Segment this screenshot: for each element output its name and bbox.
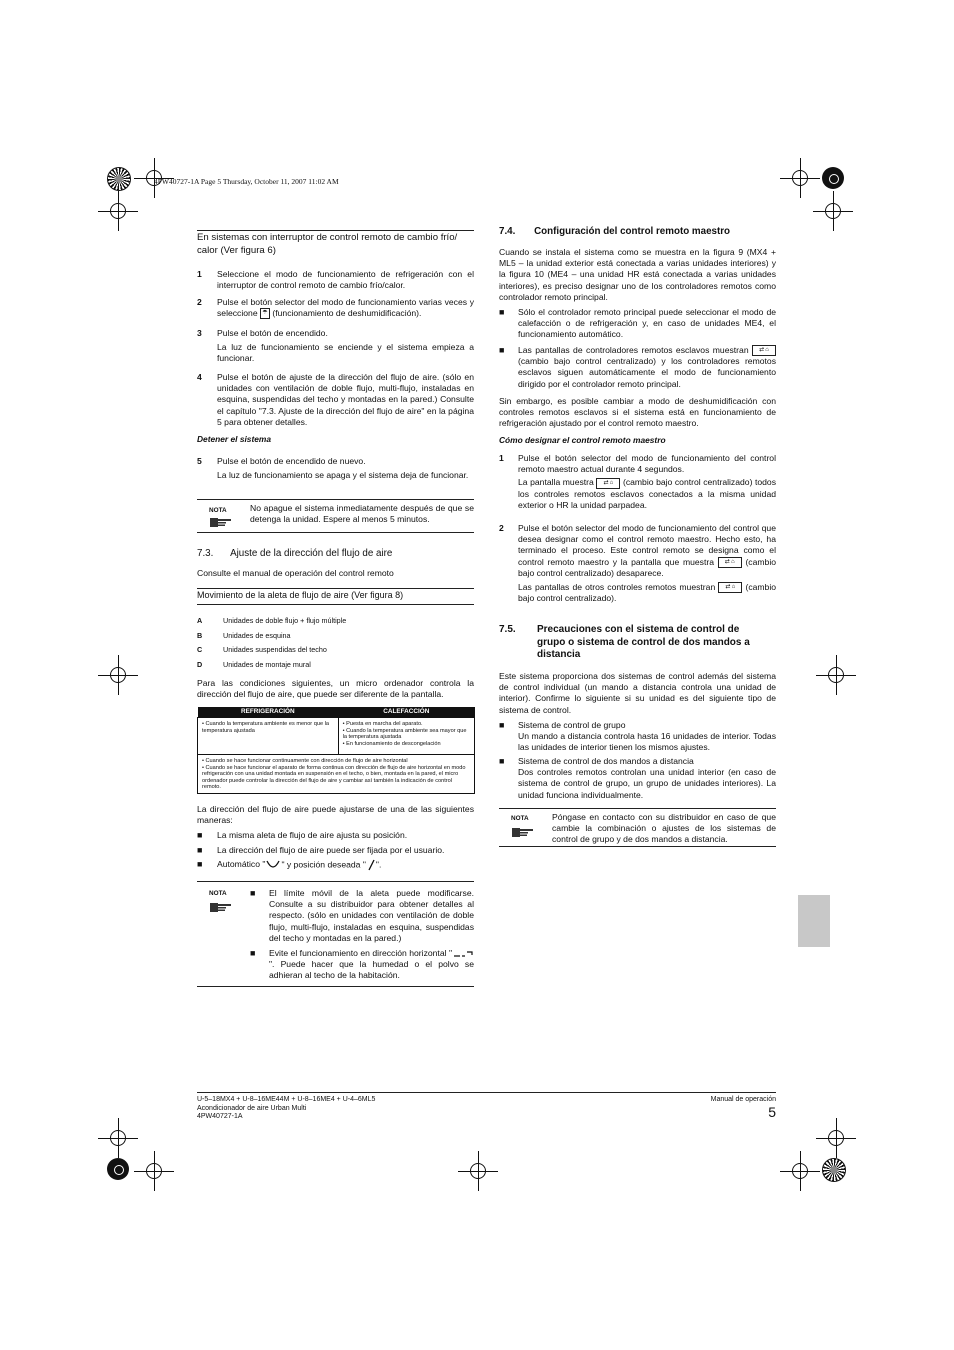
footer-rule [197,1092,776,1093]
crosshair-mark-icon [790,168,810,188]
section-7-5-heading: 7.5. Precauciones con el sistema de control de grupo o sistema de control de dos mandos a distancia [499,624,750,661]
footer-models: U-5–18MX4 + U-8–16ME44M + U-8–16ME4 + U-4–6ML5 [197,1096,376,1103]
pointing-hand-icon [511,824,535,838]
centralized-control-icon: ⇄ ⌂ [596,478,620,489]
divider [197,499,474,500]
nota-1-text: No apague el sistema inmediatamente después de que se detenga la unidad. Espere al menos 5 minutos. [250,503,474,525]
divider [197,532,474,533]
section-7-3-heading: 7.3. Ajuste de la dirección del flujo de aire [197,548,393,559]
page-number: 5 [768,1104,776,1120]
footer-product: Acondicionador de aire Urban Multi [197,1104,307,1112]
page-tab-marker [798,895,830,947]
section-7-5-text: Este sistema proporciona dos sistemas de control además del sistema de control individual (un mando a distancia controla una unidad de interior). Confirme lo siguiente si su unidad es del siguiente tipo de sistema de control. [499,671,776,715]
list-item: D Unidades de montaje mural [197,659,311,669]
crosshair-mark-icon [108,1128,128,1148]
list-item: ■ Sistema de control de dos mandos a distancia Dos controles remotos controlan una unidad interior (en caso de sistema de control de grupo, un grupo de unidades interiores). La unidad funciona individualmente. [499,756,776,800]
section-7-4-text: Cuando se instala el sistema como se muestra en la figura 9 (MX4 + ML5 – la unidad exterior está conectada a varias unidades interiores) y la figura 10 (ME4 – una unidad HR está conectada a varias unidades interiores), es preciso designar uno de los controladores remotos como controlador remoto principal. [499,247,776,302]
footer-left [197,1096,375,1122]
table-cell: • Cuando se hace funcionar continuamente con dirección de flujo de aire horizontal • Cuando se hace funcionar el aparato de forma continua con dirección de flujo de aire horizontal en modo refrigeración con una unidad montada en suspensión en el techo, o bien, montada en la pared, el micro ordenador puede controlar la dirección del flujo de aire y cambiar así también la indicación de control remoto. [198,755,475,794]
list-item: ■ Automático " " y posición deseada " ". [197,859,382,870]
conditions-text: Para las condiciones siguientes, un micro ordenador controla la dirección del flujo de aire, que puede ser diferente de la pantalla. [197,678,474,700]
table-header-heating: CALEFACCIÓN [338,707,474,718]
flap-list [197,614,474,672]
divider [197,604,474,605]
dehumid-text: Sin embargo, es posible cambiar a modo de deshumidificación con controles remotos esclavos si el sistema está en funcionamiento de refrigeración ajustado por el control remoto maestro. [499,396,776,429]
print-header: 4PW40727-1A Page 5 Thursday, October 11, 2007 11:02 AM [154,177,339,186]
divider [197,986,474,987]
list-item: ■ La dirección del flujo de aire puede ser fijada por el usuario. [197,845,445,855]
divider [197,588,474,589]
registration-sunburst-icon [822,1158,846,1182]
divider [499,808,776,809]
divider [499,846,776,847]
conditions-table [197,707,475,794]
step-2: 2 Pulse el botón selector del modo de funcionamiento varias veces y seleccione ☂ (funcionamiento de deshumidificación). [197,297,474,319]
centralized-control-icon: ⇄ ⌂ [752,345,776,356]
registration-disk-icon [822,167,844,189]
list-item: ■ Sistema de control de grupo Un mando a distancia controla hasta 16 unidades de interior. Todas las unidades de interior tienen los mismos ajustes. [499,720,776,753]
crosshair-mark-icon [823,201,843,221]
nota-label: NOTA [209,890,227,897]
nota-2-item: ■ El límite móvil de la aleta puede modificarse. Consulte a su distribuidor para obtener detalles al respecto. (sólo en unidades con ventilación de doble flujo, multi-flujo, instaladas en esquina, suspendidas del techo y montadas en la pared.) [250,888,474,943]
step-3: 3 Pulse el botón de encendido. La luz de funcionamiento se enciende y el sistema empieza a funcionar. [197,328,474,364]
fixed-direction-icon [366,859,376,871]
pointing-hand-icon [209,899,233,913]
step-5: 5 Pulse el botón de encendido de nuevo. La luz de funcionamiento se apaga y el sistema deja de funcionar. [197,456,469,481]
pointing-hand-icon [209,514,233,528]
crosshair-mark-icon [790,1161,810,1181]
centralized-control-icon: ⇄ ⌂ [718,557,742,568]
stop-title: Detener el sistema [197,434,272,444]
table-cell: • Cuando la temperatura ambiente es menor que la temperatura ajustada [198,718,339,755]
crosshair-mark-icon [108,201,128,221]
registration-disk-icon [107,1158,129,1180]
crosshair-mark-icon [108,665,128,685]
registration-sunburst-icon [107,167,131,191]
section-7-4-heading: 7.4. Configuración del control remoto maestro [499,226,731,237]
nota-label: NOTA [511,815,529,822]
howto-title: Cómo designar el control remoto maestro [499,435,666,445]
adjust-text: La dirección del flujo de aire puede ajustarse de una de las siguientes maneras: [197,804,474,826]
swing-icon [265,859,281,871]
nota-3-text: Póngase en contacto con su distribuidor en caso de que cambie la combinación o ajustes de los sistemas de control de grupo y de dos mandos a distancia. [552,812,776,845]
master-step-1: 1 Pulse el botón selector del modo de funcionamiento del control remoto maestro actual durante 4 segundos. La pantalla muestra ⇄ ⌂ (cambio bajo control centralizado) todos los controles remotos esclavos conectados a la misma unidad exterior o HR la unidad parpadea. [499,453,777,510]
divider [197,881,474,882]
divider [197,230,474,231]
crosshair-mark-icon [826,665,846,685]
list-item: B Unidades de esquina [197,630,291,640]
list-item: C Unidades suspendidas del techo [197,645,327,654]
step-1: 1 Seleccione el modo de funcionamiento de refrigeración con el interruptor de control remoto de cambio frío/calor. [197,269,474,291]
table-header-cooling: REFRIGERACIÓN [198,707,339,718]
list-item: ■ Sólo el controlador remoto principal puede seleccionar el modo de calefacción o de refrigeración y, en caso de unidades ME4, el funcionamiento automático. [499,307,776,340]
centralized-control-icon: ⇄ ⌂ [718,582,742,593]
crosshair-mark-icon [468,1161,488,1181]
table-cell: • Puesta en marcha del aparato. • Cuando la temperatura ambiente sea mayor que la temperatura ajustada • En funcionamiento de descongelación [338,718,474,755]
nota-label: NOTA [209,507,227,514]
step-4: 4 Pulse el botón de ajuste de la dirección del flujo de aire. (sólo en unidades con ventilación de doble flujo, multi-flujo, instaladas en esquina, suspendidas del techo y montadas en la pared.) Consulte el capítulo "7.3. Ajuste de la dirección del flujo de aire" en la página 5 para obtener detalles. [197,372,474,427]
nota-2-item: ■ Evite el funcionamiento en dirección horizontal "". Puede hacer que la humedad o el polvo se adhieran al techo de la habitación. [250,948,474,981]
dehumidify-icon: ☂ [260,308,270,319]
crosshair-mark-icon [144,1161,164,1181]
section-7-3-text: Consulte el manual de operación del control remoto [197,568,394,578]
intro-heading: En sistemas con interruptor de control remoto de cambio frío/ calor (Ver figura 6) [197,232,458,256]
flap-title: Movimiento de la aleta de flujo de aire (Ver figura 8) [197,590,404,600]
footer-code: 4PW40727-1A [197,1113,243,1121]
footer-manual: Manual de operación [710,1096,776,1103]
list-item: ■ La misma aleta de flujo de aire ajusta su posición. [197,830,408,840]
list-item: A Unidades de doble flujo + flujo múltiple [197,616,347,625]
crosshair-mark-icon [826,1128,846,1148]
horizontal-flow-icon [452,950,474,958]
master-step-2: 2 Pulse el botón selector del modo de funcionamiento del control que desea designar como el control remoto maestro. Hecho esto, ha terminado el proceso. Este control remoto se designa como el control remoto maestro y la pantalla que muestra ⇄ ⌂ (cambio bajo control centralizado) desaparece. Las pantallas de otros controles remotos muestran ⇄ ⌂ (cambio bajo control centralizado). [499,523,777,604]
list-item: ■ Las pantallas de controladores remotos esclavos muestran ⇄ ⌂ (cambio bajo control centralizado) y los controladores remotos esclavos siguen automáticamente el modo de funcionamiento dirigido por el controlador remoto principal. [499,345,776,389]
